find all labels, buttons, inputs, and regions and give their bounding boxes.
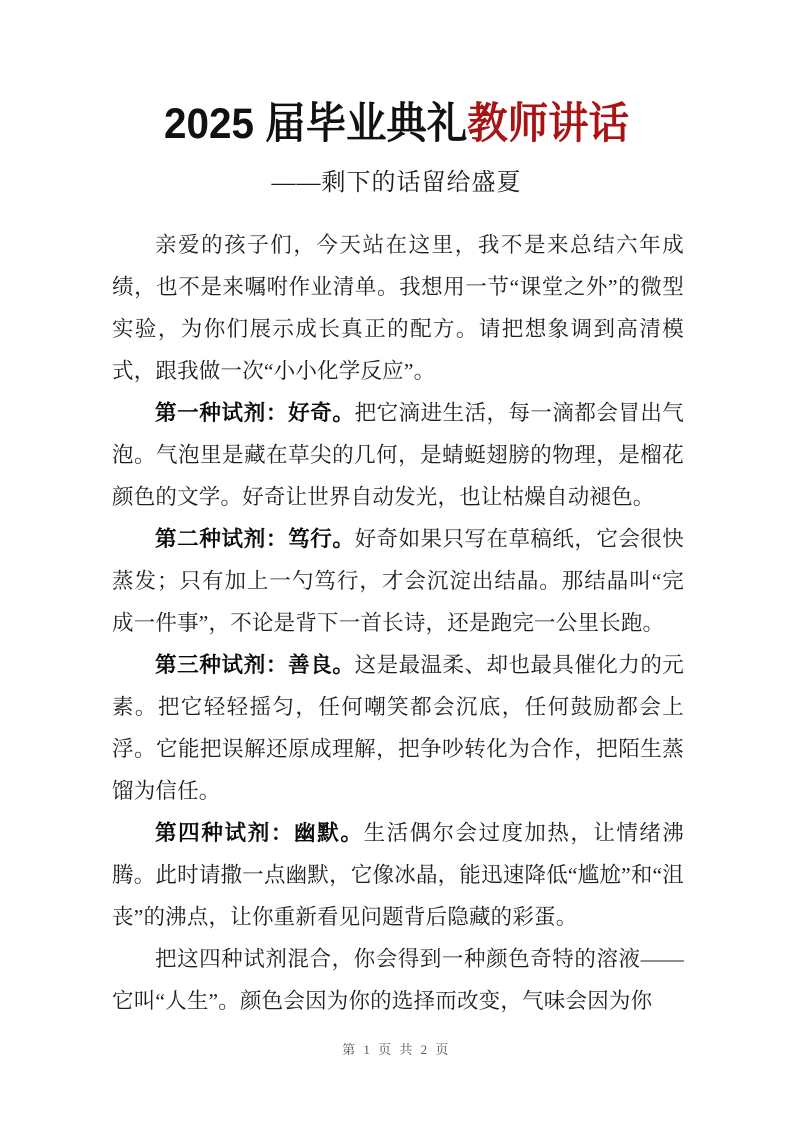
- paragraph-lead: 第二种试剂：笃行。: [155, 527, 355, 551]
- paragraph-text: 生活偶尔会过度加热，让情绪沸腾。此时请撒一点幽默，它像冰晶，能迅速降低“尴尬”和“沮丧”的沸点，让你重新看见问题背后隐藏的彩蛋。: [112, 821, 684, 929]
- paragraph: [112, 224, 684, 392]
- page-title: [24, 96, 769, 152]
- paragraph: [112, 938, 684, 1022]
- page-title-red-part: 教师讲话: [467, 100, 629, 148]
- page-title-black-part: 2025 届毕业典礼: [164, 100, 468, 148]
- paragraph: [112, 644, 684, 812]
- page-footer: [0, 1039, 793, 1059]
- paragraph-lead: 第四种试剂：幽默。: [155, 821, 364, 845]
- paragraph-text: 把这四种试剂混合，你会得到一种颜色奇特的溶液——它叫“人生”。颜色会因为你的选择而改变，气味会因为你: [112, 947, 684, 1013]
- paragraph-lead: 第一种试剂：好奇。: [155, 401, 355, 425]
- page-subtitle: ——剩下的话留给盛夏: [271, 170, 522, 196]
- paragraph-text: 亲爱的孩子们，今天站在这里，我不是来总结六年成绩，也不是来嘱咐作业清单。我想用一节“课堂之外”的微型实验，为你们展示成长真正的配方。请把想象调到高清模式，跟我做一次“小小化学反应”。: [112, 233, 684, 383]
- paragraph: [112, 812, 684, 938]
- paragraph: [112, 392, 684, 518]
- page-number: 第 1 页 共 2 页: [342, 1042, 451, 1057]
- paragraph-lead: 第三种试剂：善良。: [155, 653, 355, 677]
- title-block: [0, 96, 793, 200]
- paragraph: [112, 518, 684, 644]
- paragraph-text: 好奇如果只写在草稿纸，它会很快蒸发；只有加上一勺笃行，才会沉淀出结晶。那结晶叫“完成一件事”，不论是背下一首长诗，还是跑完一公里长跑。: [112, 527, 684, 635]
- document-body: [112, 224, 684, 1022]
- paragraph-text: 把它滴进生活，每一滴都会冒出气泡。气泡里是藏在草尖的几何，是蜻蜓翅膀的物理，是榴花颜色的文学。好奇让世界自动发光，也让枯燥自动褪色。: [112, 401, 684, 509]
- paragraph-text: 这是最温柔、却也最具催化力的元素。把它轻轻摇匀，任何嘲笑都会沉底，任何鼓励都会上浮。它能把误解还原成理解，把争吵转化为合作，把陌生蒸馏为信任。: [112, 653, 684, 803]
